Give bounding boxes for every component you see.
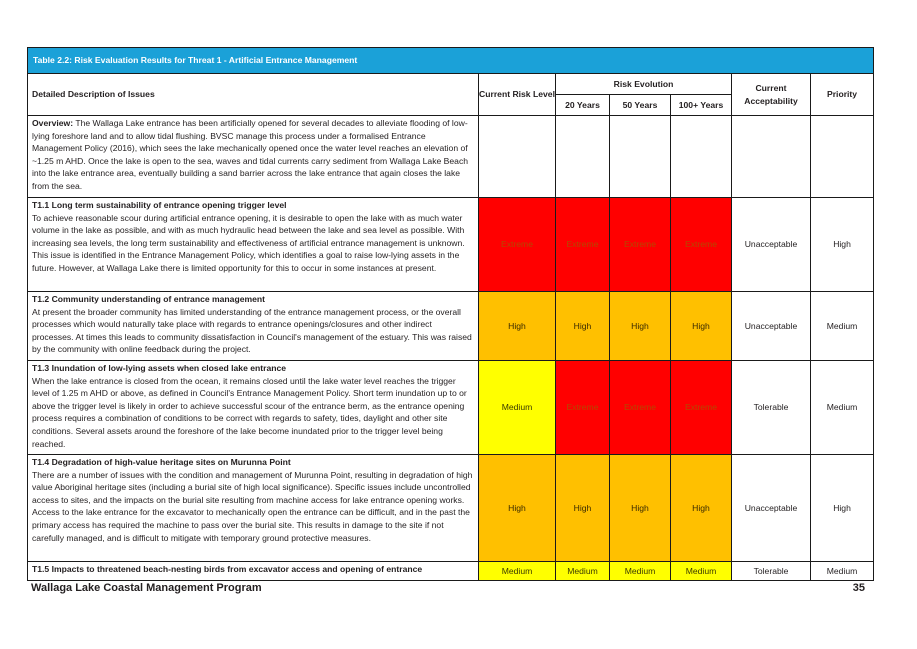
current-risk-header: Current Risk Level [479, 74, 556, 116]
priority-cell: Medium [811, 292, 874, 361]
description-header: Detailed Description of Issues [28, 74, 479, 116]
acceptability-cell: Unacceptable [732, 455, 811, 562]
empty-cell [811, 116, 874, 198]
risk-50-years-cell: High [610, 455, 671, 562]
issue-text: When the lake entrance is closed from the ocean, it remains closed until the lake water level reaches the trigger level of 1.25 m AHD or above, as defined in Council's Entrance Management Policy. Short term inundation up to or above the trigger level is likely in order to achieve successful scour of the entrance berm, as the entrance opening process requires a combination of conditions to be correct with regards to safety, tides, daylight and other site conditions. Several assets around the foreshore of the lake become inundated prior to the trigger level being reached. [32, 375, 467, 449]
current-risk-cell: High [479, 292, 556, 361]
risk-50-years-cell: High [610, 292, 671, 361]
issue-description [28, 361, 479, 455]
issue-title: T1.4 Degradation of high-value heritage sites on Murunna Point [32, 457, 291, 467]
issue-description [28, 455, 479, 562]
empty-cell [671, 116, 732, 198]
risk-20-years-cell: High [556, 455, 610, 562]
overview-text: The Wallaga Lake entrance has been artificially opened for several decades to alleviate flooding of low-lying foreshore land and to allow tidal flushing. BVSC manage this process under a formalised Entrance Management Policy (2016), which sees the lake mechanically opened once the water level reaches an elevation of ~1.25 m AHD. Once the lake is open to the sea, waves and tidal currents carry sediment from Wallaga Lake Beach into the lake entrance area, eventually building a sand barrier across the lake entrance that again closes the lake from the sea. [32, 118, 469, 191]
risk-100-years-cell: High [671, 292, 732, 361]
risk-evaluation-table [27, 47, 874, 581]
issue-text: At present the broader community has limited understanding of the entrance management process, or the overall processes which would naturally take place with regards to entrance openings/closures and other indirect processes. At times this leads to community dissatisfaction in Council's management of the estuary. This was raised by the community with online feedback during the project. [32, 306, 472, 355]
acceptability-cell: Unacceptable [732, 198, 811, 292]
acceptability-cell: Unacceptable [732, 292, 811, 361]
table-title-row [28, 48, 874, 74]
empty-cell [610, 116, 671, 198]
table-row [28, 455, 874, 562]
table-row [28, 198, 874, 292]
header-row [28, 74, 874, 95]
current-risk-cell: Extreme [479, 198, 556, 292]
current-risk-cell: High [479, 455, 556, 562]
overview-cell [28, 116, 479, 198]
priority-cell: High [811, 198, 874, 292]
risk-100-years-cell: Medium [671, 562, 732, 581]
issue-title: T1.1 Long term sustainability of entrance opening trigger level [32, 200, 287, 210]
issue-text: To achieve reasonable scour during artificial entrance opening, it is desirable to open the lake with as much water volume in the lake as possible, and with as much hydraulic head between the lake and sea level as possible. With increasing sea levels, the long term sustainability and effectiveness of artificial entrance management is unknown. This issue is identified in the Entrance Management Policy, which identifies a goal to raise low-lying assets in the future. However, at Wallaga Lake there is limited opportunity for this to occur in some instances at present. [32, 212, 465, 273]
year-50-header: 50 Years [610, 95, 671, 116]
risk-100-years-cell: High [671, 455, 732, 562]
page-number: 35 [852, 582, 865, 594]
empty-cell [732, 116, 811, 198]
acceptability-cell: Tolerable [732, 562, 811, 581]
acceptability-header: Current Acceptability [732, 74, 811, 116]
issue-description [28, 292, 479, 361]
current-risk-cell: Medium [479, 562, 556, 581]
risk-100-years-cell: Extreme [671, 361, 732, 455]
empty-cell [479, 116, 556, 198]
current-risk-cell: Medium [479, 361, 556, 455]
priority-header: Priority [811, 74, 874, 116]
priority-cell: Medium [811, 562, 874, 581]
acceptability-cell: Tolerable [732, 361, 811, 455]
risk-20-years-cell: High [556, 292, 610, 361]
priority-cell: High [811, 455, 874, 562]
risk-100-years-cell: Extreme [671, 198, 732, 292]
table-row [28, 361, 874, 455]
year-20-header: 20 Years [556, 95, 610, 116]
issue-description [28, 562, 479, 581]
table-row [28, 292, 874, 361]
table-row [28, 562, 874, 581]
empty-cell [556, 116, 610, 198]
issue-title: T1.5 Impacts to threatened beach-nesting birds from excavator access and opening of entrance [32, 564, 423, 574]
issue-description [28, 198, 479, 292]
overview-row [28, 116, 874, 198]
overview-label: Overview: [32, 118, 74, 128]
issue-title: T1.3 Inundation of low-lying assets when closed lake entrance [32, 363, 287, 373]
document-title: Wallaga Lake Coastal Management Program [31, 582, 262, 594]
risk-20-years-cell: Extreme [556, 361, 610, 455]
risk-evolution-header: Risk Evolution [556, 74, 732, 95]
priority-cell: Medium [811, 361, 874, 455]
table-title: Table 2.2: Risk Evaluation Results for Threat 1 - Artificial Entrance Management [28, 48, 874, 74]
risk-20-years-cell: Medium [556, 562, 610, 581]
issue-title: T1.2 Community understanding of entrance management [32, 294, 266, 304]
year-100-header: 100+ Years [671, 95, 732, 116]
issue-text: There are a number of issues with the condition and management of Murunna Point, resulting in degradation of high value Aboriginal heritage sites (including a burial site of high local significance). Specific issues include uncontrolled access to sites, and the impacts on the burial site resulting from machine access for lake entrance opening works. Access to the lake entrance for the excavator to mechanically open the entrance can be difficult, and in the past the primary access has required the machine to pass over the burial site. This results in damage to the site if not carefully managed, and is difficult to mitigate with temporary ground protective measures. [32, 469, 473, 543]
risk-50-years-cell: Medium [610, 562, 671, 581]
risk-50-years-cell: Extreme [610, 361, 671, 455]
risk-50-years-cell: Extreme [610, 198, 671, 292]
risk-20-years-cell: Extreme [556, 198, 610, 292]
